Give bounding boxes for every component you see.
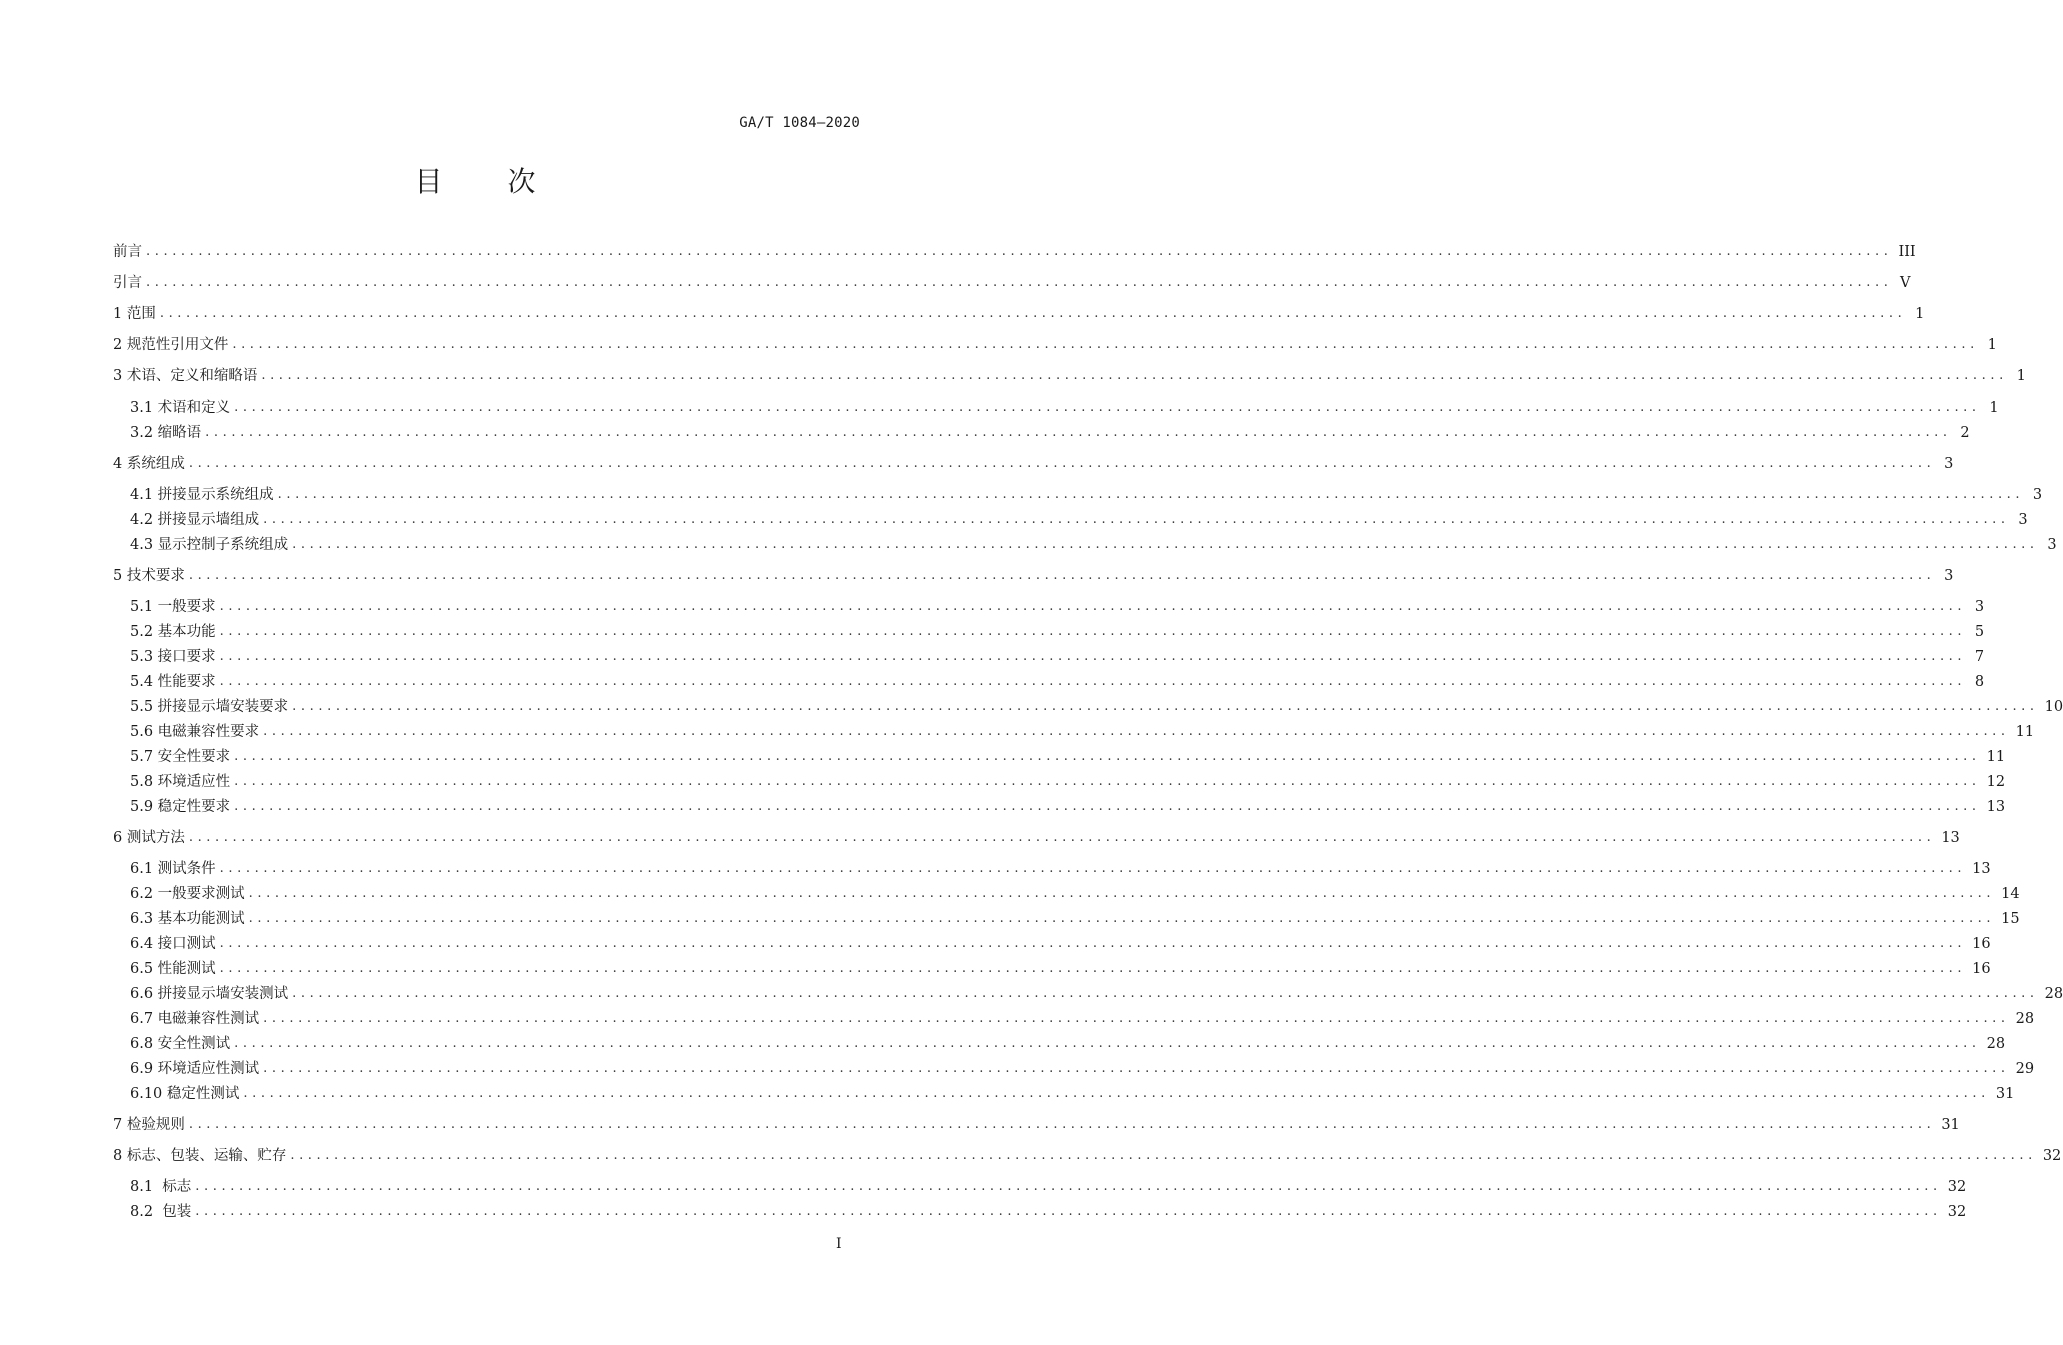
toc-dot-leader: ........................................................................................................................................................................................................ xyxy=(219,599,1967,614)
toc-entry[interactable] xyxy=(130,795,2006,819)
toc-entry[interactable] xyxy=(130,932,1991,956)
toc-entry-label: 5.3 接口要求 xyxy=(130,649,216,665)
toc-dot-leader: ........................................................................................................................................................................................................ xyxy=(188,830,1936,845)
toc-dot-leader: ........................................................................................................................................................................................................ xyxy=(292,986,2039,1001)
toc-dot-leader: ........................................................................................................................................................................................................ xyxy=(243,1086,1990,1101)
toc-entry-page: 11 xyxy=(1986,749,2006,765)
toc-dot-leader: ........................................................................................................................................................................................................ xyxy=(263,724,2010,739)
toc-entry[interactable] xyxy=(130,533,2057,557)
toc-dot-leader: ........................................................................................................................................................................................................ xyxy=(292,537,2039,552)
toc-entry-label: 6.9 环境适应性测试 xyxy=(130,1061,260,1077)
toc-entry-label: 3 术语、定义和缩略语 xyxy=(113,368,258,384)
toc-entry-label: 6.2 一般要求测试 xyxy=(130,886,245,902)
toc-dot-leader: ........................................................................................................................................................................................................ xyxy=(234,774,1981,789)
toc-entry[interactable] xyxy=(113,826,1960,850)
toc-entry-label: 5.5 拼接显示墙安装要求 xyxy=(130,699,289,715)
toc-entry[interactable] xyxy=(113,564,1954,588)
toc-entry-label: 6.10 稳定性测试 xyxy=(130,1086,240,1102)
toc-dot-leader: ........................................................................................................................................................................................................ xyxy=(219,961,1967,976)
toc-entry-page: 2 xyxy=(1960,425,1970,441)
toc-entry-label: 6.4 接口测试 xyxy=(130,936,216,952)
toc-entry[interactable] xyxy=(113,333,1997,357)
toc-entry[interactable] xyxy=(113,271,1911,295)
toc-entry-page: 3 xyxy=(1944,568,1954,584)
toc-dot-leader: ........................................................................................................................................................................................................ xyxy=(146,275,1893,290)
toc-dot-leader: ........................................................................................................................................................................................................ xyxy=(219,861,1967,876)
standard-code: GA/T 1084—2020 xyxy=(739,115,860,131)
toc-entry-label: 5.4 性能要求 xyxy=(130,674,216,690)
toc-entry-label: 前言 xyxy=(113,244,142,260)
toc-entry-page: 13 xyxy=(1941,830,1960,846)
toc-entry[interactable] xyxy=(130,1007,2035,1031)
toc-entry[interactable] xyxy=(130,770,2006,794)
toc-dot-leader: ........................................................................................................................................................................................................ xyxy=(188,568,1936,583)
toc-entry-page: 3 xyxy=(1944,456,1954,472)
toc-entry[interactable] xyxy=(130,483,2043,507)
toc-entry-label: 2 规范性引用文件 xyxy=(113,337,229,353)
toc-entry[interactable] xyxy=(130,882,2020,906)
toc-dot-leader: ........................................................................................................................................................................................................ xyxy=(234,400,1981,415)
toc-entry-page: 1 xyxy=(1987,337,1997,353)
toc-dot-leader: ........................................................................................................................................................................................................ xyxy=(219,936,1967,951)
toc-entry[interactable] xyxy=(130,857,1991,881)
toc-entry-page: 3 xyxy=(2032,487,2043,503)
toc-dot-leader: ........................................................................................................................................................................................................ xyxy=(146,244,1893,259)
toc-entry-page: III xyxy=(1898,244,1916,260)
toc-entry-label: 4.2 拼接显示墙组成 xyxy=(130,512,260,528)
toc-entry-page: 1 xyxy=(2016,368,2026,384)
toc-entry[interactable] xyxy=(113,302,1925,326)
toc-dot-leader: ........................................................................................................................................................................................................ xyxy=(205,425,1952,440)
toc-entry-page: 29 xyxy=(2015,1061,2035,1077)
toc-entry[interactable] xyxy=(130,745,2006,769)
toc-dot-leader: ........................................................................................................................................................................................................ xyxy=(232,337,1979,352)
toc-dot-leader: ........................................................................................................................................................................................................ xyxy=(188,1117,1936,1132)
toc-entry-page: 28 xyxy=(1986,1036,2006,1052)
toc-entry-page: 14 xyxy=(2001,886,2020,902)
toc-entry[interactable] xyxy=(130,421,1970,445)
toc-entry-page: 3 xyxy=(2047,537,2057,553)
toc-entry-page: 12 xyxy=(1986,774,2006,790)
toc-dot-leader: ........................................................................................................................................................................................................ xyxy=(261,368,2008,383)
toc-dot-leader: ........................................................................................................................................................................................................ xyxy=(263,1061,2010,1076)
toc-entry-label: 6.3 基本功能测试 xyxy=(130,911,245,927)
toc-entry-page: 3 xyxy=(1974,599,1985,615)
toc-dot-leader: ........................................................................................................................................................................................................ xyxy=(195,1204,1942,1219)
toc-entry-page: 32 xyxy=(2042,1148,2062,1164)
toc-dot-leader: ........................................................................................................................................................................................................ xyxy=(219,624,1967,639)
toc-dot-leader: ........................................................................................................................................................................................................ xyxy=(248,886,1996,901)
toc-entry-label: 5 技术要求 xyxy=(113,568,185,584)
toc-dot-leader: ........................................................................................................................................................................................................ xyxy=(234,799,1981,814)
toc-dot-leader: ........................................................................................................................................................................................................ xyxy=(195,1179,1942,1194)
toc-entry-page: 7 xyxy=(1974,649,1985,665)
toc-entry-page: 28 xyxy=(2015,1011,2035,1027)
toc-entry-label: 3.1 术语和定义 xyxy=(130,400,231,416)
toc-dot-leader: ........................................................................................................................................................................................................ xyxy=(263,512,2010,527)
toc-entry-label: 4.1 拼接显示系统组成 xyxy=(130,487,274,503)
toc-dot-leader: ........................................................................................................................................................................................................ xyxy=(159,306,1907,321)
toc-entry-page: 16 xyxy=(1972,961,1991,977)
toc-entry[interactable] xyxy=(113,364,2026,388)
toc-entry-label: 5.1 一般要求 xyxy=(130,599,216,615)
toc-entry-page: 11 xyxy=(2015,724,2035,740)
toc-entry-label: 6 测试方法 xyxy=(113,830,185,846)
toc-entry[interactable] xyxy=(130,396,1999,420)
toc-entry-page: 15 xyxy=(2001,911,2020,927)
toc-entry[interactable] xyxy=(130,670,1985,694)
toc-dot-leader: ........................................................................................................................................................................................................ xyxy=(219,649,1967,664)
toc-entry-page: 13 xyxy=(1986,799,2006,815)
toc-entry[interactable] xyxy=(130,982,2063,1006)
toc-entry-label: 6.8 安全性测试 xyxy=(130,1036,231,1052)
toc-entry-label: 7 检验规则 xyxy=(113,1117,185,1133)
toc-entry[interactable] xyxy=(130,508,2028,532)
toc-entry[interactable] xyxy=(130,695,2063,719)
toc-entry-page: 13 xyxy=(1972,861,1991,877)
toc-entry-label: 5.7 安全性要求 xyxy=(130,749,231,765)
toc-entry-page: 5 xyxy=(1974,624,1985,640)
toc-entry[interactable] xyxy=(130,1032,2006,1056)
toc-entry[interactable] xyxy=(130,1175,1967,1199)
toc-entry[interactable] xyxy=(113,1113,1960,1137)
toc-entry-label: 8.1 标志 xyxy=(130,1179,192,1195)
toc-entry-label: 6.5 性能测试 xyxy=(130,961,216,977)
toc-entry[interactable] xyxy=(130,1200,1967,1224)
toc-entry-label: 5.8 环境适应性 xyxy=(130,774,231,790)
toc-entry-page: 1 xyxy=(1915,306,1925,322)
toc-entry-page: 16 xyxy=(1972,936,1991,952)
toc-dot-leader: ........................................................................................................................................................................................................ xyxy=(219,674,1967,689)
toc-entry-page: 10 xyxy=(2044,699,2063,715)
toc-dot-leader: ........................................................................................................................................................................................................ xyxy=(234,749,1981,764)
toc-entry-label: 8 标志、包装、运输、贮存 xyxy=(113,1148,287,1164)
toc-entry[interactable] xyxy=(130,620,1985,644)
toc-entry-page: 31 xyxy=(1941,1117,1960,1133)
toc-dot-leader: ........................................................................................................................................................................................................ xyxy=(290,1148,2037,1163)
toc-dot-leader: ........................................................................................................................................................................................................ xyxy=(188,456,1936,471)
toc-entry[interactable] xyxy=(113,240,1916,264)
toc-entry-label: 引言 xyxy=(113,275,142,291)
toc-dot-leader: ........................................................................................................................................................................................................ xyxy=(277,487,2025,502)
page-title: 目 次 xyxy=(414,165,564,198)
toc-entry[interactable] xyxy=(130,720,2035,744)
toc-entry-label: 6.7 电磁兼容性测试 xyxy=(130,1011,260,1027)
toc-entry-label: 6.6 拼接显示墙安装测试 xyxy=(130,986,289,1002)
toc-entry-label: 3.2 缩略语 xyxy=(130,425,202,441)
toc-entry-label: 4.3 显示控制子系统组成 xyxy=(130,537,289,553)
toc-entry[interactable] xyxy=(130,907,2020,931)
toc-entry-page: 3 xyxy=(2018,512,2028,528)
toc-entry-label: 4 系统组成 xyxy=(113,456,185,472)
toc-entry[interactable] xyxy=(130,1082,2015,1106)
toc-entry-page: V xyxy=(1899,275,1911,291)
toc-dot-leader: ........................................................................................................................................................................................................ xyxy=(248,911,1996,926)
page-number: I xyxy=(836,1236,842,1252)
toc-entry-page: 28 xyxy=(2044,986,2063,1002)
toc-entry-page: 32 xyxy=(1947,1204,1967,1220)
toc-entry[interactable] xyxy=(130,1057,2035,1081)
toc-dot-leader: ........................................................................................................................................................................................................ xyxy=(263,1011,2010,1026)
toc-entry-label: 6.1 测试条件 xyxy=(130,861,216,877)
toc-dot-leader: ........................................................................................................................................................................................................ xyxy=(292,699,2039,714)
toc-entry[interactable] xyxy=(113,452,1954,476)
toc-entry[interactable] xyxy=(130,595,1985,619)
toc-entry-label: 1 范围 xyxy=(113,306,156,322)
toc-entry-page: 31 xyxy=(1995,1086,2015,1102)
toc-entry-label: 5.2 基本功能 xyxy=(130,624,216,640)
toc-entry-label: 5.6 电磁兼容性要求 xyxy=(130,724,260,740)
toc-entry-page: 8 xyxy=(1974,674,1985,690)
toc-entry-label: 5.9 稳定性要求 xyxy=(130,799,231,815)
toc-entry[interactable] xyxy=(113,1144,2062,1168)
toc-entry[interactable] xyxy=(130,645,1985,669)
toc-entry-label: 8.2 包装 xyxy=(130,1204,192,1220)
toc-entry-page: 32 xyxy=(1947,1179,1967,1195)
toc-entry-page: 1 xyxy=(1989,400,1999,416)
toc-dot-leader: ........................................................................................................................................................................................................ xyxy=(234,1036,1981,1051)
toc-entry[interactable] xyxy=(130,957,1991,981)
